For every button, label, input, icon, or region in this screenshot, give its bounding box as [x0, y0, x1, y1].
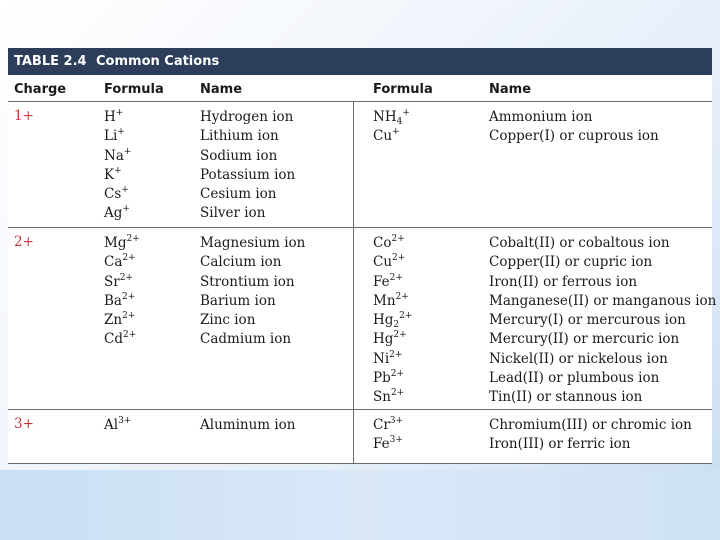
name-column [200, 416, 296, 435]
formula-cell [373, 253, 412, 272]
formula-column [373, 108, 410, 147]
formula-charge: 2+ [393, 330, 407, 341]
formula-base: Co [373, 235, 392, 251]
formula-column [104, 234, 140, 350]
formula-base: Ba [104, 292, 122, 309]
table-title-bar [8, 48, 712, 75]
formula-cell [373, 127, 410, 146]
formula-base: Hg [373, 312, 394, 329]
formula-base: Cu [373, 254, 393, 271]
ion-name: Ammonium ion [489, 109, 593, 125]
formula-cell [373, 350, 412, 369]
header-formula-right: Formula [373, 82, 433, 97]
formula-charge: 3+ [389, 416, 404, 426]
formula-base: Ni [373, 350, 390, 367]
header-divider [8, 101, 712, 102]
ion-name: Cobalt(II) or cobaltous ion [489, 235, 670, 251]
charge-label: 3+ [14, 416, 34, 432]
formula-charge: 2+ [390, 369, 405, 380]
ion-name: Manganese(II) or manganous ion [489, 292, 717, 309]
formula-cell [373, 311, 412, 330]
header-charge: Charge [14, 82, 67, 97]
header-formula-left: Formula [104, 82, 164, 97]
formula-base: Mg [104, 235, 127, 251]
formula-base: Na [104, 147, 124, 164]
name-column [489, 234, 716, 408]
charge-label: 2+ [14, 234, 34, 250]
ion-name: Calcium ion [200, 254, 282, 271]
ion-name: Strontium ion [200, 273, 295, 290]
formula-cell [104, 108, 131, 127]
formula-base: Sn [373, 389, 391, 406]
formula-subscript: 2 [393, 320, 400, 331]
formula-base: Mn [373, 292, 396, 309]
formula-charge: 2+ [122, 330, 137, 341]
ion-name: Zinc ion [200, 312, 256, 329]
ion-name: Barium ion [200, 292, 276, 309]
formula-cell [104, 292, 140, 311]
ion-name: Tin(II) or stannous ion [489, 389, 643, 406]
formula-cell [373, 388, 412, 407]
header-name-right: Name [489, 82, 532, 97]
formula-charge: + [402, 108, 410, 118]
formula-column [104, 416, 131, 435]
formula-column [373, 416, 403, 455]
table-number: TABLE 2.4 [14, 54, 87, 69]
formula-charge: 2+ [391, 234, 405, 244]
formula-base: Fe [373, 436, 390, 453]
formula-cell [104, 127, 131, 146]
column-divider [353, 101, 354, 464]
formula-charge: 2+ [126, 234, 140, 244]
formula-cell [104, 234, 140, 253]
formula-cell [104, 311, 140, 330]
table-bottom-rule [8, 463, 712, 464]
formula-charge: 3+ [118, 416, 132, 426]
formula-base: Fe [373, 273, 390, 290]
formula-charge: 2+ [395, 291, 409, 302]
formula-charge: + [392, 127, 400, 138]
formula-base: Cr [373, 417, 390, 433]
table-title: Common Cations [96, 54, 220, 69]
ion-name: Potassium ion [200, 166, 296, 183]
ion-name: Magnesium ion [200, 235, 306, 251]
formula-charge: 2+ [121, 291, 136, 302]
cations-table [8, 48, 717, 464]
header-name-left: Name [200, 82, 243, 97]
formula-cell [373, 330, 412, 349]
formula-charge: 3+ [389, 435, 403, 446]
formula-cell [373, 369, 412, 388]
ion-name: Hydrogen ion [200, 109, 294, 125]
formula-cell [373, 416, 403, 435]
formula-cell [104, 273, 140, 292]
formula-cell [104, 166, 131, 185]
formula-charge: + [123, 146, 132, 157]
name-column [489, 416, 692, 455]
formula-base: NH [373, 109, 397, 125]
formula-charge: + [117, 127, 125, 138]
formula-column [104, 108, 131, 224]
ion-name: Aluminum ion [200, 417, 296, 433]
ion-name: Sodium ion [200, 147, 278, 164]
ion-name: Lead(II) or plumbous ion [489, 370, 660, 387]
formula-base: Sr [104, 273, 120, 290]
formula-cell [104, 147, 131, 166]
formula-charge: + [122, 204, 130, 215]
formula-charge: 2+ [122, 311, 136, 322]
group-divider [8, 409, 712, 410]
formula-charge: 2+ [389, 272, 403, 283]
formula-charge: + [114, 165, 122, 176]
formula-charge: 2+ [122, 253, 136, 264]
formula-charge: 2+ [399, 311, 413, 322]
formula-base: H [104, 109, 116, 125]
name-column [489, 108, 659, 147]
formula-base: Cu [373, 128, 393, 145]
ion-name: Lithium ion [200, 128, 279, 145]
formula-base: K [104, 166, 115, 183]
formula-charge: + [115, 108, 124, 118]
formula-cell [104, 253, 140, 272]
formula-cell [373, 273, 412, 292]
formula-subscript: 4 [396, 117, 403, 127]
formula-base: Pb [373, 370, 391, 387]
formula-cell [104, 204, 131, 223]
formula-charge: 2+ [392, 253, 406, 264]
formula-base: Al [104, 417, 119, 433]
formula-cell [373, 108, 410, 127]
ion-name: Chromium(III) or chromic ion [489, 417, 692, 433]
formula-base: Ca [104, 254, 123, 271]
ion-name: Mercury(I) or mercurous ion [489, 312, 686, 329]
formula-cell [104, 416, 131, 435]
formula-base: Ag [104, 205, 123, 222]
formula-base: Li [104, 128, 118, 145]
formula-charge: 2+ [119, 272, 133, 283]
ion-name: Copper(II) or cupric ion [489, 254, 653, 271]
charge-label: 1+ [14, 108, 34, 124]
formula-cell [373, 234, 412, 253]
formula-base: Cd [104, 331, 123, 348]
ion-name: Cadmium ion [200, 331, 292, 348]
formula-base: Zn [104, 312, 123, 329]
formula-cell [104, 330, 140, 349]
formula-cell [373, 435, 403, 454]
ion-name: Iron(II) or ferrous ion [489, 273, 638, 290]
ion-name: Nickel(II) or nickelous ion [489, 350, 668, 367]
ion-name: Copper(I) or cuprous ion [489, 128, 659, 145]
formula-charge: 2+ [389, 349, 403, 360]
ion-name: Iron(III) or ferric ion [489, 436, 631, 453]
formula-column [373, 234, 412, 408]
formula-cell [373, 292, 412, 311]
formula-base: Hg [373, 331, 394, 348]
ion-name: Mercury(II) or mercuric ion [489, 331, 680, 348]
name-column [200, 234, 305, 350]
formula-charge: 2+ [390, 388, 405, 399]
group-divider [8, 227, 712, 228]
formula-charge: + [121, 185, 129, 196]
formula-base: Cs [104, 186, 122, 203]
formula-cell [104, 185, 131, 204]
name-column [200, 108, 295, 224]
footer-band [0, 470, 720, 540]
ion-name: Cesium ion [200, 186, 277, 203]
ion-name: Silver ion [200, 205, 266, 222]
